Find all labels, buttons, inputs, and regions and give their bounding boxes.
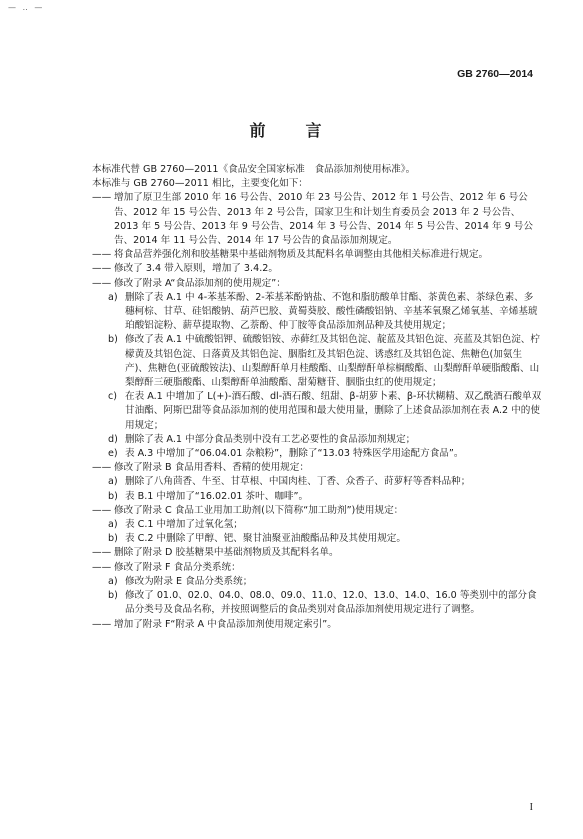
sub-text: 表 C.1 中增加了过氧化氢；: [125, 519, 243, 531]
sub-item: [92, 518, 542, 532]
sub-item: [92, 475, 542, 489]
dash-mark: ——: [92, 263, 112, 275]
change-text: 将食品营养强化剂和胶基糖果中基础剂物质及其配料名单调整由其他相关标准进行规定。: [114, 249, 489, 261]
sub-item: [92, 447, 542, 461]
dash-mark: ——: [92, 277, 112, 289]
sub-marker: a): [108, 476, 118, 488]
dash-mark: ——: [92, 192, 112, 204]
changes-list: [92, 191, 542, 631]
foreword-body: [92, 163, 542, 632]
sub-text: 删除了表 A.1 中 4-苯基苯酚、2-苯基苯酚钠盐、不饱和脂肪酸单甘酯、茶黄色素、茶绿色素、多穗柯棕、甘草、硅铝酸钠、葫芦巴胶、黄蜀葵胶、酸性磷酸铝钠、辛基苯氧聚乙烯氧基、辛烯基琥珀酸铝淀粉、薪草提取物、乙萘酚、仲丁胺等食品添加剂品种及其使用规定；: [125, 291, 538, 332]
change-text: 修改了附录 F 食品分类系统：: [114, 561, 241, 573]
change-item: [92, 461, 542, 475]
dash-mark: ——: [92, 462, 112, 474]
sub-marker: a): [108, 519, 118, 531]
change-item: [92, 191, 542, 248]
intro-changes-line: 本标准与 GB 2760—2011 相比，主要变化如下：: [92, 178, 308, 190]
sub-item: [92, 575, 542, 589]
change-text: 修改了附录 C 食品工业用加工助剂(以下简称“加工助剂”)使用规定：: [114, 504, 404, 516]
sub-marker: b): [108, 490, 118, 502]
sub-marker: c): [108, 391, 118, 403]
sub-marker: b): [108, 590, 118, 602]
dash-mark: ——: [92, 504, 112, 516]
sub-text: 表 B.1 中增加了“16.02.01 茶叶、咖啡”。: [125, 490, 309, 502]
sub-text: 删除了八角茴香、牛至、甘草根、中国肉桂、丁香、众香子、莳萝籽等香料品种；: [125, 476, 471, 488]
sub-text: 表 A.3 中增加了“06.04.01 杂粮粉”，删除了“13.03 特殊医学用途配方食品”。: [125, 448, 464, 460]
change-item: [92, 618, 542, 632]
change-text: 修改了 3.4 带入原则，增加了 3.4.2。: [114, 263, 278, 275]
change-text: 删除了附录 D 胶基糖果中基础剂物质及其配料名单。: [114, 547, 339, 559]
change-item: [92, 561, 542, 575]
change-item: [92, 546, 542, 560]
sub-text: 在表 A.1 中增加了 L(+)-酒石酸、dl-酒石酸、纽甜、β-胡萝卜素、β-环状糊精、双乙酰酒石酸单双甘油酯、阿斯巴甜等食品添加剂的使用范围和最大使用量，删除了上述食品添加剂在表 A.2 中的使用规定；: [125, 391, 542, 431]
sub-text: 删除了表 A.1 中部分食品类别中没有工艺必要性的食品添加剂规定；: [125, 433, 416, 445]
standard-code: GB 2760—2014: [457, 68, 533, 80]
change-text: 增加了原卫生部 2010 年 16 号公告、2010 年 23 号公告、2012 年 1 号公告、2012 年 6 号公告、2012 年 15 号公告、2013 年 2 号公告，国家卫生和计划生育委员会 2013 年 2 号公告、2013 年 5 号公告、2013 年 9 号公告、2014 年 3 号公告、2014 年 5 号公告、2014 年 9 号公告、2014 年 11 号公告、2014 年 17 号公告的食品添加剂规定。: [114, 192, 533, 247]
change-text: 增加了附录 F“附录 A 中食品添加剂使用规定索引”。: [114, 618, 337, 630]
intro-replace-line: 本标准代替 GB 2760—2011《食品安全国家标准 食品添加剂使用标准》。: [92, 164, 416, 175]
change-item: [92, 262, 542, 276]
dash-mark: ——: [92, 618, 112, 630]
page-number: I: [529, 802, 533, 813]
sub-marker: b): [108, 533, 118, 545]
sub-marker: a): [108, 575, 118, 587]
sub-item: [92, 433, 542, 447]
sub-item: [92, 589, 542, 617]
sub-item: [92, 490, 542, 504]
sub-text: 修改了表 A.1 中硫酸铝钾、硫酸铝铵、赤藓红及其铝色淀、靛蓝及其铝色淀、亮蓝及其铝色淀、柠檬黄及其铝色淀、日落黄及其铝色淀、胭脂红及其铝色淀、诱惑红及其铝色淀、焦糖色(加氨生产)、焦糖色(亚硫酸铵法)、山梨醇酐单月桂酸酯、山梨醇酐单棕榈酸酯、山梨醇酐单硬脂酸酯、山梨醇酐三硬脂酸酯、山梨醇酐单油酸酯、甜菊糖苷、胭脂虫红的使用规定；: [125, 334, 540, 389]
page-title: 前 言: [249, 121, 334, 140]
sub-item: [92, 390, 542, 433]
sub-text: 表 C.2 中删除了甲醇、钯、聚甘油聚亚油酸酯品种及其使用规定。: [125, 533, 406, 545]
sub-marker: d): [108, 433, 118, 445]
sub-item: [92, 532, 542, 546]
sub-text: 修改了 01.0、02.0、04.0、08.0、09.0、11.0、12.0、13.0、14.0、16.0 等类别中的部分食品分类号及食品名称，并按照调整后的食品类别对食品添加剂使用规定进行了调整。: [125, 590, 537, 616]
sub-marker: e): [108, 448, 118, 460]
sub-text: 修改为附录 E 食品分类系统；: [125, 575, 253, 587]
sub-item: [92, 333, 542, 390]
change-item: [92, 248, 542, 262]
change-text: 修改了附录 B 食品用香料、香精的使用规定：: [114, 462, 309, 474]
sub-marker: b): [108, 334, 118, 346]
sub-item: [92, 291, 542, 334]
change-item: [92, 504, 542, 518]
change-item: [92, 277, 542, 291]
dash-mark: ——: [92, 547, 112, 559]
dash-mark: ——: [92, 249, 112, 261]
sub-marker: a): [108, 291, 118, 303]
change-text: 修改了附录 A“食品添加剂的使用规定”：: [114, 277, 286, 289]
dash-mark: ——: [92, 561, 112, 573]
scan-mark: — ‥ —: [8, 3, 45, 12]
